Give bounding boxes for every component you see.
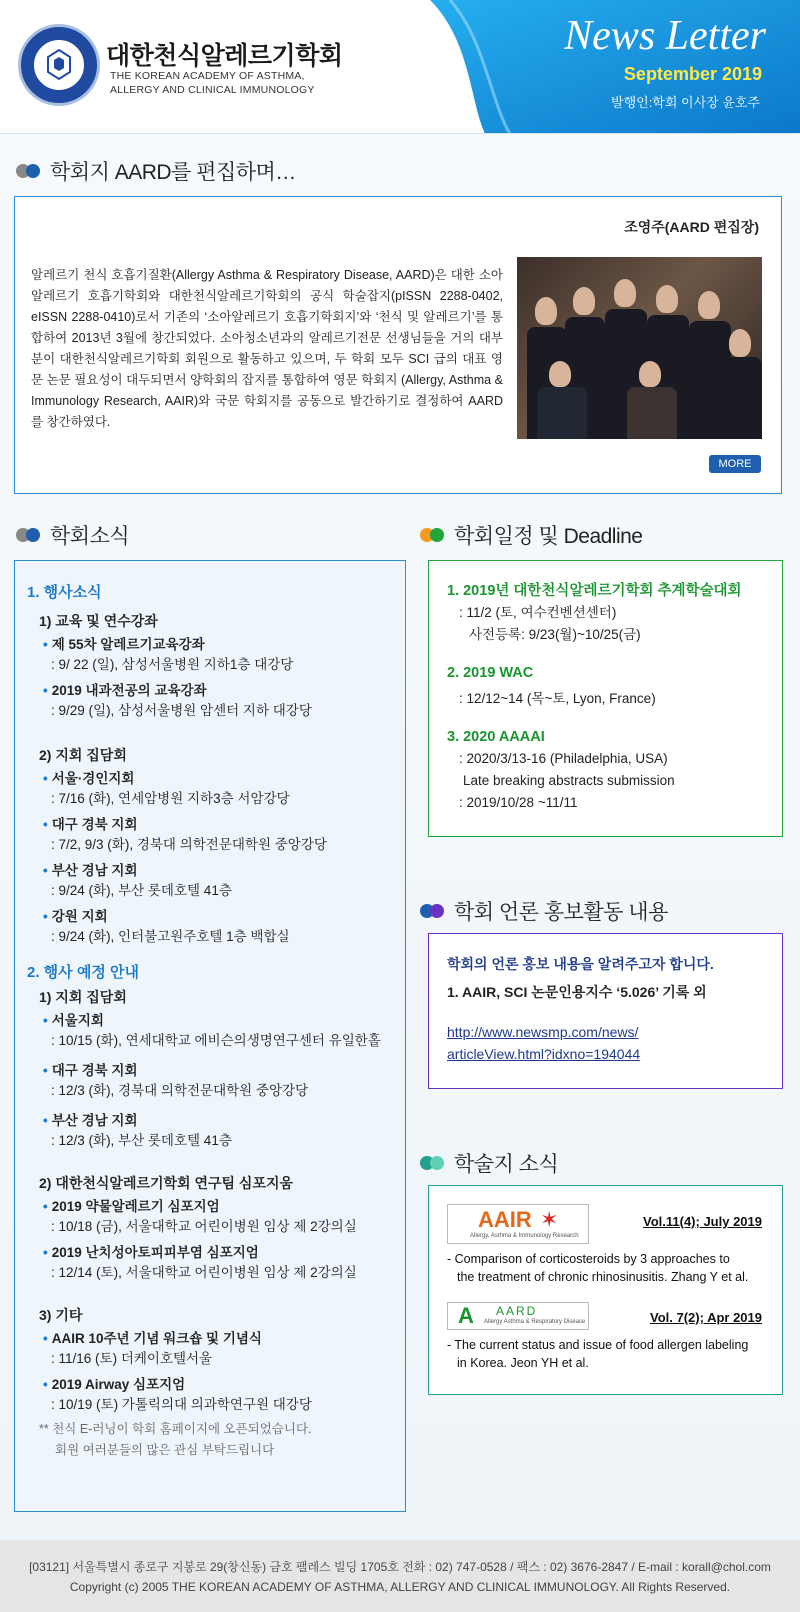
news-section2-title: 2. 행사 예정 안내 bbox=[27, 964, 139, 981]
issue-date: September 2019 bbox=[623, 64, 762, 84]
org-name-korean: 대한천식알레르기학회 bbox=[106, 42, 343, 70]
section-dots-icon bbox=[420, 1155, 446, 1171]
list-item: • AAIR 10주년 기념 워크숍 및 기념식 : 11/16 (토) 더케이호텔서울 bbox=[43, 1329, 262, 1369]
event-title: 3. 2020 AAAAI bbox=[447, 729, 545, 745]
aair-article: - Comparison of corticosteroids by 3 approaches to the treatment of chronic rhinosinusitis. Zhang Y et al. bbox=[447, 1252, 749, 1284]
list-item: • 서울·경인지회 : 7/16 (화), 연세암병원 지하3층 서암강당 bbox=[43, 769, 290, 809]
news-box bbox=[14, 560, 406, 1512]
event-detail: 사전등록: 9/23(월)~10/25(금) bbox=[469, 627, 641, 642]
journal-heading bbox=[420, 1148, 558, 1178]
section-dots-icon bbox=[420, 527, 446, 543]
journal-heading-text: 학술지 소식 bbox=[454, 1153, 559, 1176]
news-section1-title: 1. 행사소식 bbox=[27, 584, 102, 601]
editorial-box bbox=[14, 196, 782, 494]
journal-box bbox=[428, 1185, 783, 1395]
editorial-body: 알레르기 천식 호흡기질환(Allergy Asthma & Respiratory Disease, AARD)은 대한 소아알레르기 호흡기학회와 대한천식알레르기학회의 공식 학술잡지(pISSN 2288-0402, eISSN 2288-0410)로서 기존의 ‘소아알레르기 호흡기학회지’와 ‘천식 및 알레르기’를 통합하여 2013년 3월에 창간되었다. 소아청소년과의 알레르기전문 선생님들을 거의 대부분이 대한천식알레르기학회 회원으로 활동하고 있으며, 두 학회 모두 SCI 급의 대표 영문 논문 필요성이 대두되면서 양학회의 잡지를 통합하여 영문 학회지 (Allergy, Asthma & Immunology Research, AAIR)와 국문 학회지를 공동으로 발간하기로 결정하여 AARD를 창간하였다. bbox=[31, 268, 503, 429]
seal-logo-icon bbox=[18, 24, 100, 106]
list-item: • 2019 Airway 심포지엄 : 10/19 (토) 가톨릭의대 의과학연구원 대강당 bbox=[43, 1375, 312, 1415]
event-detail: : 2019/10/28 ~11/11 bbox=[459, 795, 578, 810]
more-button[interactable]: MORE bbox=[709, 455, 761, 473]
event-title: 1. 2019년 대한천식알레르기학회 추계학술대회 bbox=[447, 583, 742, 599]
publisher: 발행인:학회 이사장 윤호주 bbox=[611, 95, 760, 110]
org-name-english-line1: THE KOREAN ACADEMY OF ASTHMA, bbox=[110, 70, 305, 82]
event-title: 2. 2019 WAC bbox=[447, 665, 534, 681]
editor-name: 조영주(AARD 편집장) bbox=[624, 219, 759, 235]
e-learning-note: ** 천식 E-러닝이 학회 홈페이지에 오픈되었습니다. 회원 여러분들의 많은 관심 부탁드립니다 bbox=[39, 1422, 312, 1457]
list-item: • 2019 난치성아토피피부염 심포지엄 : 12/14 (토), 서울대학교 어린이병원 임상 제 2강의실 bbox=[43, 1243, 357, 1283]
list-item: • 서울지회 : 10/15 (화), 연세대학교 에비슨의생명연구센터 유일한홀 bbox=[43, 1011, 381, 1051]
list-item: • 대구 경북 지회 : 12/3 (화), 경북대 의학전문대학원 중앙강당 bbox=[43, 1061, 308, 1101]
footer-address: [03121] 서울특별시 종로구 지봉로 29(창신동) 금호 팰레스 빌딩 1705호 전화 : 02) 747-0528 / 팩스 : 02) 3676-2847 / E-mail : korall@chol.com bbox=[29, 1560, 771, 1574]
list-item: • 제 55차 알레르기교육강좌 : 9/ 22 (일), 삼성서울병원 지하1층 대강당 bbox=[43, 635, 293, 675]
editorial-group-photo bbox=[517, 257, 762, 439]
press-link[interactable]: articleView.html?idxno=194044 bbox=[447, 1046, 641, 1062]
footer-copyright: Copyright (c) 2005 THE KOREAN ACADEMY OF ASTHMA, ALLERGY AND CLINICAL IMMUNOLOGY. All Rights Reserved. bbox=[69, 1580, 731, 1594]
news-s2-sub3: 3) 기타 bbox=[39, 1307, 83, 1323]
news-s2-sub1: 1) 지회 집담회 bbox=[39, 989, 127, 1005]
press-intro: 학회의 언론 홍보 내용을 알려주고자 합니다. bbox=[447, 956, 714, 972]
press-heading bbox=[420, 896, 668, 926]
aard-logo: A AARD Allergy Asthma & Respiratory Disease bbox=[447, 1302, 589, 1330]
aard-volume: Vol. 7(2); Apr 2019 bbox=[650, 1310, 762, 1325]
list-item: • 강원 지회 : 9/24 (화), 인터불고원주호텔 1층 백합실 bbox=[43, 907, 290, 947]
aard-article: - The current status and issue of food allergen labeling in Korea. Jeon YH et al. bbox=[447, 1338, 749, 1370]
section-dots-icon bbox=[420, 903, 446, 919]
schedule-heading-text: 학회일정 및 Deadline bbox=[454, 525, 643, 548]
schedule-box bbox=[428, 560, 783, 837]
press-heading-text: 학회 언론 홍보활동 내용 bbox=[454, 901, 668, 924]
news-s1-sub1: 1) 교육 및 연수강좌 bbox=[39, 613, 158, 629]
newsletter-title: News Letter bbox=[564, 13, 766, 59]
list-item: • 부산 경남 지회 : 12/3 (화), 부산 롯데호텔 41층 bbox=[43, 1111, 232, 1151]
press-item: 1. AAIR, SCI 논문인용지수 ‘5.026’ 기록 외 bbox=[447, 984, 707, 1000]
news-heading bbox=[16, 520, 129, 550]
news-s1-sub2: 2) 지회 집담회 bbox=[39, 747, 127, 763]
aair-volume: Vol.11(4); July 2019 bbox=[643, 1214, 762, 1229]
aair-logo: AAIR ✶ Allergy, Asthma & Immunology Research bbox=[447, 1204, 589, 1244]
org-name-english-line2: ALLERGY AND CLINICAL IMMUNOLOGY bbox=[110, 84, 315, 96]
editorial-heading bbox=[16, 156, 296, 186]
list-item: • 2019 약물알레르기 심포지엄 : 10/18 (금), 서울대학교 어린이병원 임상 제 2강의실 bbox=[43, 1197, 357, 1237]
press-box bbox=[428, 933, 783, 1089]
footer bbox=[0, 1540, 800, 1612]
section-dots-icon bbox=[16, 527, 42, 543]
list-item: • 부산 경남 지회 : 9/24 (화), 부산 롯데호텔 41층 bbox=[43, 861, 232, 901]
schedule-heading bbox=[420, 520, 643, 550]
section-dots-icon bbox=[16, 163, 42, 179]
editorial-heading-text: 학회지 AARD를 편집하며… bbox=[50, 161, 296, 184]
header bbox=[0, 0, 800, 134]
news-heading-text: 학회소식 bbox=[50, 525, 130, 548]
press-link[interactable]: http://www.newsmp.com/news/ bbox=[447, 1024, 639, 1040]
list-item: • 대구 경북 지회 : 7/2, 9/3 (화), 경북대 의학전문대학원 중앙강당 bbox=[43, 815, 327, 855]
list-item: • 2019 내과전공의 교육강좌 : 9/29 (일), 삼성서울병원 암센터 지하 대강당 bbox=[43, 681, 312, 721]
event-detail: : 12/12~14 (목~토, Lyon, France) bbox=[459, 691, 656, 706]
event-detail: : 2020/3/13-16 (Philadelphia, USA) bbox=[459, 751, 668, 766]
news-s2-sub2: 2) 대한천식알레르기학회 연구팀 심포지움 bbox=[39, 1175, 294, 1191]
event-detail: : 11/2 (토, 여수컨벤션센터) bbox=[459, 605, 617, 620]
event-detail: Late breaking abstracts submission bbox=[463, 773, 675, 788]
